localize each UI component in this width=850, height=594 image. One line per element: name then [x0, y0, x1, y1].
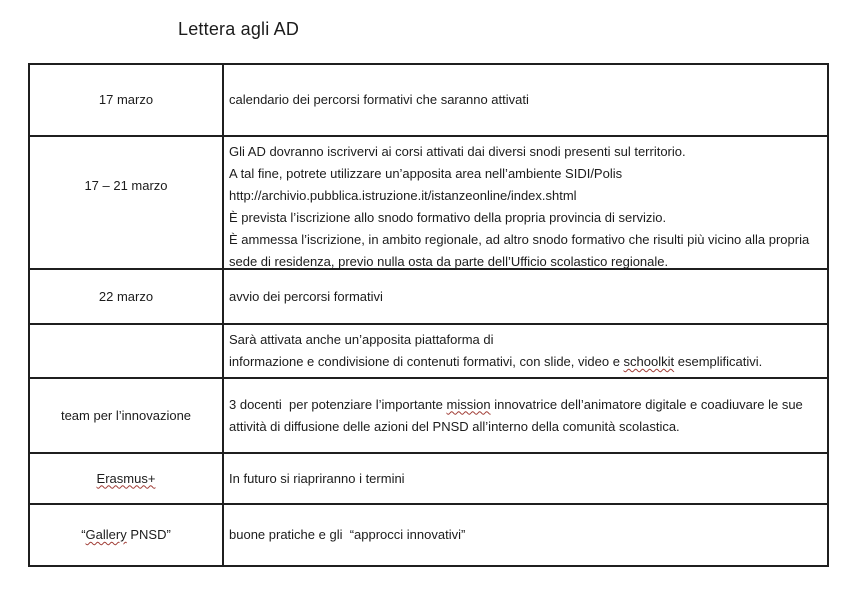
label-paragraph	[99, 89, 153, 111]
text-segment: “	[81, 527, 86, 542]
table-cell-label	[30, 454, 224, 503]
misspelled-word: Erasmus+	[96, 470, 156, 486]
description-paragraph	[229, 229, 821, 273]
text-segment: esemplificativi.	[674, 354, 763, 369]
text-segment: 3 docenti per potenziare l’importante	[229, 396, 447, 412]
table-cell-description	[224, 379, 827, 452]
text-segment: In futuro si riapriranno i termini	[229, 470, 405, 486]
description-paragraph	[229, 286, 821, 308]
misspelled-word: Gallery	[85, 527, 127, 542]
text-segment: buone pratiche e gli “approcci innovativi”	[229, 527, 466, 542]
misspelled-word: schoolkit	[623, 354, 675, 369]
schedule-table	[28, 63, 829, 567]
description-paragraph	[229, 329, 821, 351]
text-segment: team per l’innovazione	[60, 407, 192, 423]
label-paragraph	[84, 175, 167, 197]
table-cell-label	[30, 379, 224, 452]
label-paragraph	[61, 405, 191, 427]
label-paragraph	[81, 524, 171, 546]
text-segment: PNSD”	[126, 527, 171, 542]
description-paragraph	[229, 207, 821, 229]
table-row	[30, 65, 827, 135]
text-segment: innovatrice dell’animatore digitale e coadiuvare le sue attività di diffusione delle azioni del PNSD all’interno della comunità scolastica.	[229, 396, 807, 434]
text-segment: 17 – 21 marzo	[84, 177, 168, 193]
table-cell-label	[30, 505, 224, 565]
description-paragraph	[229, 468, 821, 490]
table-cell-description	[224, 454, 827, 503]
table-cell-label	[30, 270, 224, 323]
description-paragraph	[229, 163, 821, 185]
text-segment: 22 marzo	[98, 288, 154, 304]
table-row	[30, 135, 827, 268]
table-cell-label	[30, 325, 224, 377]
table-cell-description	[224, 325, 827, 377]
misspelled-word: mission	[446, 396, 491, 412]
document-title: Lettera agli AD	[178, 19, 300, 39]
description-paragraph	[229, 351, 821, 373]
table-cell-label	[30, 137, 224, 268]
label-paragraph	[97, 468, 156, 490]
table-cell-description	[224, 137, 827, 268]
text-segment: È prevista l’iscrizione allo snodo formativo della propria provincia di servizio.	[229, 210, 667, 225]
table-cell-description	[224, 505, 827, 565]
text-segment: informazione e condivisione di contenuti formativi, con slide, video e	[229, 354, 624, 369]
description-paragraph	[229, 141, 821, 163]
text-segment: avvio dei percorsi formativi	[229, 288, 383, 304]
text-segment: A tal fine, potrete utilizzare un’apposita area nell’ambiente SIDI/Polis	[229, 166, 623, 181]
table-row	[30, 268, 827, 323]
text-segment: È ammessa l’iscrizione, in ambito regionale, ad altro snodo formativo che risulti più vicino alla propria sede di residenza, previo nulla osta da parte dell’Ufficio scolastico regionale.	[229, 232, 813, 269]
text-segment: calendario dei percorsi formativi che saranno attivati	[229, 92, 529, 107]
text-segment: Gli AD dovranno iscrivervi ai corsi attivati dai diversi snodi presenti sul territorio.	[229, 144, 686, 159]
description-paragraph	[229, 394, 821, 438]
table-row	[30, 503, 827, 565]
text-segment: http://archivio.pubblica.istruzione.it/istanzeonline/index.shtml	[229, 188, 577, 203]
table-row	[30, 452, 827, 503]
description-paragraph	[229, 89, 821, 111]
url-text	[229, 185, 821, 207]
table-row	[30, 323, 827, 377]
table-cell-label	[30, 65, 224, 135]
table-cell-description	[224, 65, 827, 135]
text-segment: Sarà attivata anche un’apposita piattaforma di	[229, 332, 494, 347]
text-segment: 17 marzo	[98, 92, 154, 107]
description-paragraph	[229, 524, 821, 546]
label-paragraph	[99, 286, 153, 308]
table-row	[30, 377, 827, 452]
table-cell-description	[224, 270, 827, 323]
